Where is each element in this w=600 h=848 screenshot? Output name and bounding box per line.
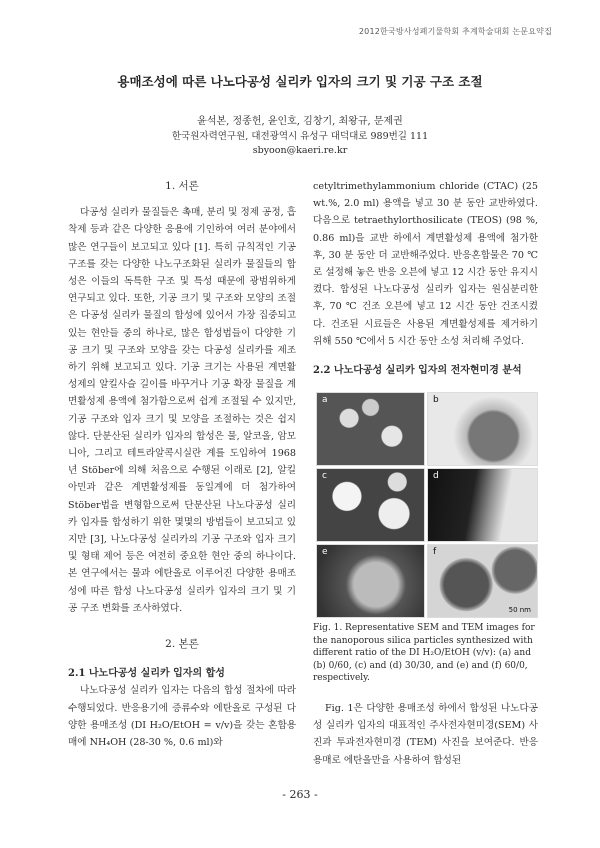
right-column: [313, 178, 538, 379]
tem-image-d: [427, 468, 538, 542]
panel-label-e: e: [322, 547, 328, 557]
paper-title: 용매조성에 따른 나노다공성 실리카 입자의 크기 및 기공 구조 조절: [117, 74, 483, 89]
subsection-heading-synthesis: 2.1 나노다공성 실리카 입자의 합성: [68, 668, 225, 680]
synthesis-paragraph: 나노다공성 실리카 입자는 다음의 합성 절차에 따라 수행되었다. 반응용기에 증류수와 에탄올로 구성된 다양한 용매조성 (DI H₂O/EtOH = v/v)을 갖는 혼합용매에 NH₄OH (28-30 %, 0.6 ml)와: [68, 685, 296, 749]
section-heading-intro: 1. 서론: [165, 180, 199, 192]
scale-bar-label: 50 nm: [508, 606, 531, 614]
panel-label-b: b: [433, 395, 439, 405]
subsection-heading-microscopy: 2.2 나노다공성 실리카 입자의 전자현미경 분석: [313, 365, 522, 377]
tem-image-f: [427, 544, 538, 618]
left-column: [68, 178, 296, 751]
panel-label-a: a: [322, 395, 328, 405]
right-column-lower: [313, 700, 538, 769]
sem-image-e: [316, 544, 425, 618]
affiliation: 한국원자력연구원, 대전광역시 유성구 대덕대로 989번길 111: [171, 131, 429, 142]
page-number: - 263 -: [282, 788, 318, 801]
synthesis-continued-paragraph: cetyltrimethylammonium chloride (CTAC) (25 wt.%, 2.0 ml) 용액을 넣고 30 분 동안 교반하였다. 다음으로 tetraethylorthosilicate (TEOS) (98 %, 0.86 ml)을 교반 하에서 계면활성제 용액에 첨가한 후, 30 분 동안 더 교반해주었다. 반응혼합물은 70 ℃로 설정해 놓은 반응 오븐에 넣고 12 시간 동안 유지시켰다. 합성된 나노다공성 실리카 입자는 원심분리한 후, 70 ℃ 건조 오븐에 넣고 12 시간 동안 건조시켰다. 건조된 시료들은 사용된 계면활성제를 제거하기 위해 550 ℃에서 5 시간 동안 소성 처리해 주었다.: [313, 181, 539, 347]
panel-label-f: f: [433, 547, 437, 557]
section-heading-body: 2. 본론: [165, 638, 199, 651]
panel-label-c: c: [322, 471, 327, 481]
panel-label-d: d: [433, 471, 439, 481]
figure-caption: Fig. 1. Representative SEM and TEM images for the nanoporous silica particles synthesized with different ratio of the DI H₂O/EtOH (v/v): (a) and (b) 0/60, (c) and (d) 30/30, and (e) and (f) 60/0, respectively.: [313, 623, 535, 684]
figure-1: [316, 392, 538, 617]
running-header: 2012한국방사성폐기물학회 추계학술대회 논문요약집: [358, 27, 552, 36]
author-email: sbyoon@kaeri.re.kr: [252, 145, 348, 156]
sem-image-a: [316, 392, 425, 466]
intro-paragraph: 다공성 실리카 물질들은 촉매, 분리 및 정제 공정, 흡착제 등과 같은 다양한 응용에 기인하여 여러 분야에서 많은 연구들이 보고되고 있다 [1]. 특히 규칙적인 기공 구조를 갖는 다양한 나노구조화된 실리카 물질들의 합성은 이들의 독특한 구조 및 특성 때문에 광범위하게 연구되고 있다. 또한, 기공 크기 및 구조와 모양의 조절은 다공성 실리카 물질의 합성에 있어서 가장 집중되고 있는 현안들 중의 하나로, 많은 합성법들이 다양한 기공 크기 및 구조와 모양을 갖는 다공성 실리카를 제조하기 위해 보고되고 있다. 기공 크기는 사용된 계면활성제의 알킬사슬 길이를 바꾸거나 기공 확장 물질을 계면활성제 용액에 첨가함으로써 쉽게 조절될 수 있지만, 기공 구조와 입자 크기 및 모양을 조절하는 것은 쉽지 않다. 단분산된 실리카 입자의 합성은 물, 알코올, 암모니아, 그리고 테트라알콕시실란 계를 도입하여 1968년 Stöber에 의해 처음으로 수행된 이래로 [2], 알킬 아민과 같은 계면활성제를 동일계에 더 첨가하여 Stöber법을 변형함으로써 단분산된 나노다공성 실리카 입자를 합성하기 위한 몇몇의 방법들이 보고되고 있지만 [3], 나노다공성 실리카의 기공 구조와 입자 크기 및 형태 제어 등은 여전히 중요한 현안 중의 하나이다. 본 연구에서는 물과 에탄올로 이루어진 다양한 용매조성에 따른 합성 나노다공성 실리카 입자의 크기 및 기공 구조 변화를 조사하였다.: [68, 207, 296, 614]
sem-image-c: [316, 468, 425, 542]
figure-discussion-paragraph: Fig. 1은 다양한 용매조성 하에서 합성된 나노다공성 실리카 입자의 대표적인 주사전자현미경(SEM) 사진과 투과전자현미경 (TEM) 사진을 보여준다. 반응용매로 에탄올만을 사용하여 합성된: [313, 703, 538, 766]
tem-image-b: [427, 392, 538, 466]
author-list: 윤석본, 정종헌, 윤인호, 김창기, 최왕규, 문제권: [197, 116, 403, 127]
